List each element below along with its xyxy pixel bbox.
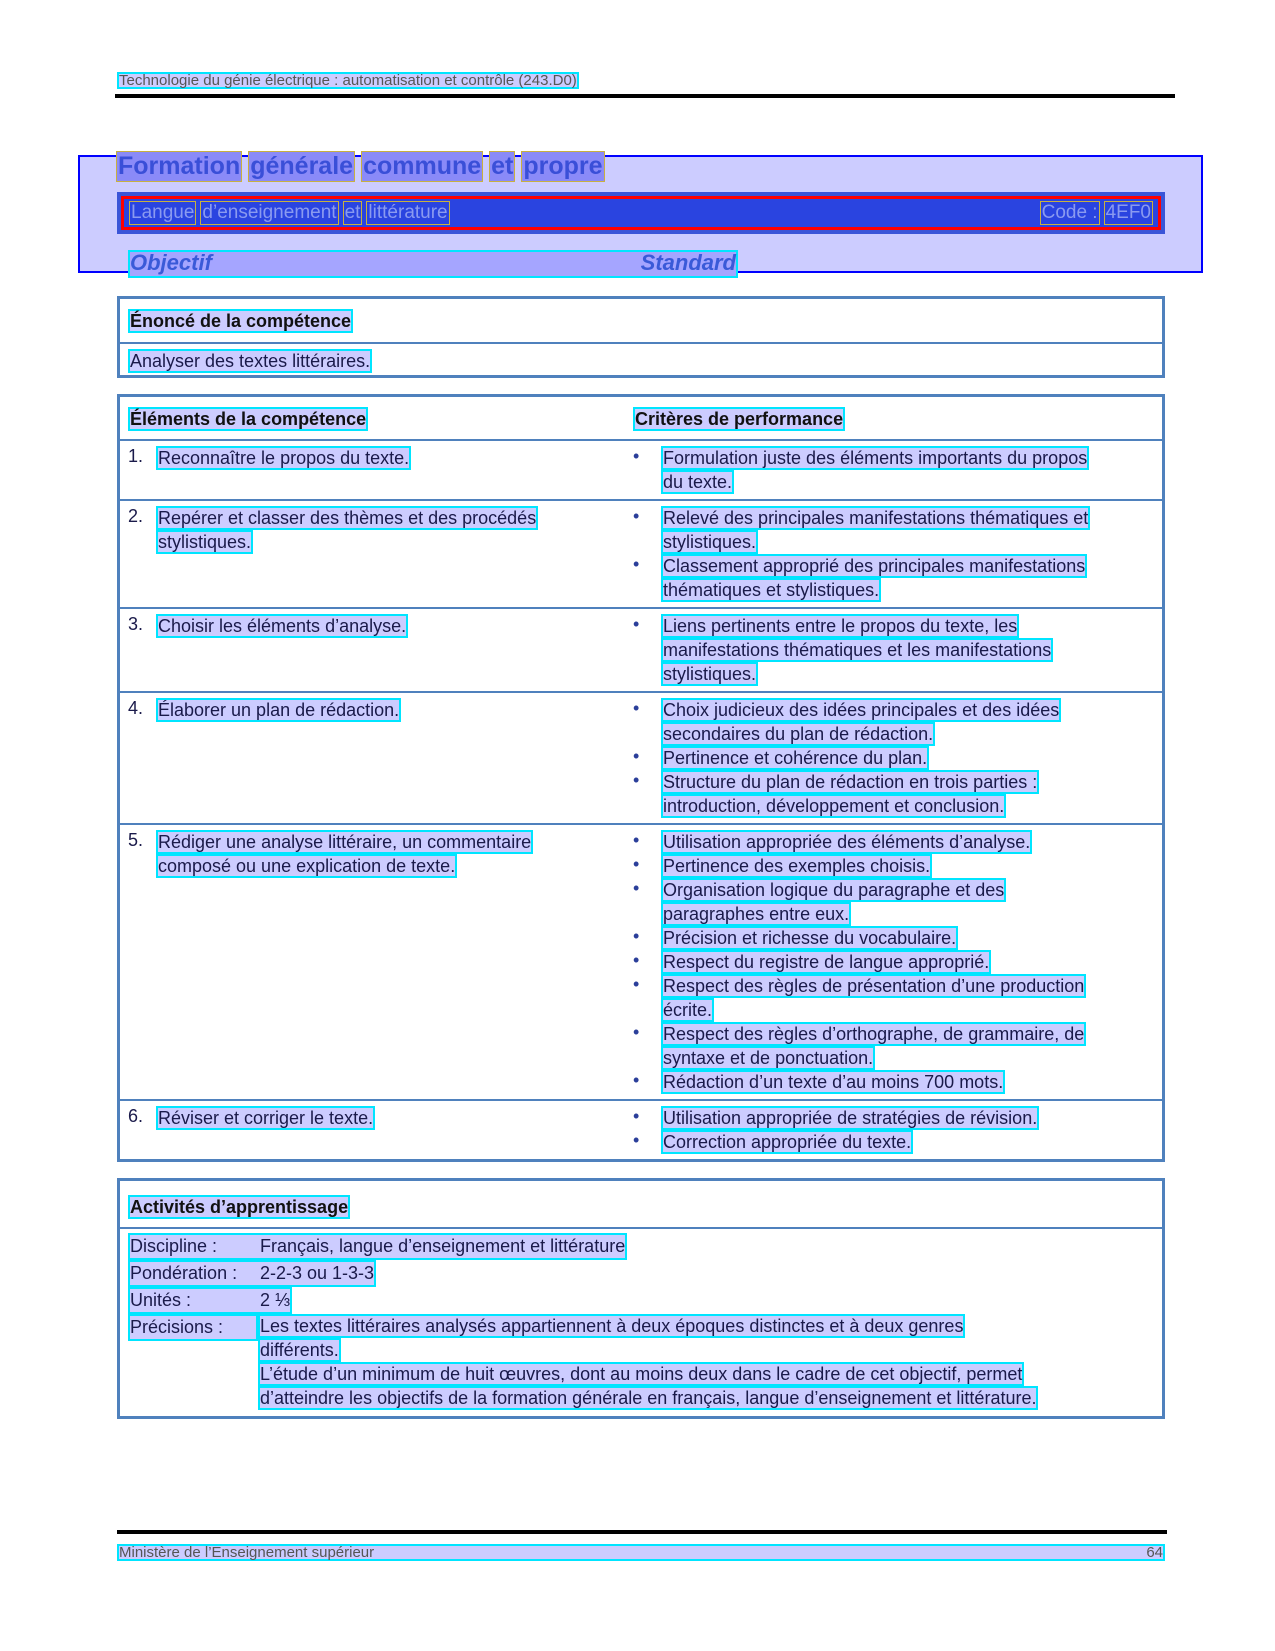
precisions-label: Précisions :: [128, 1314, 258, 1341]
elements-heading: Éléments de la compétence: [130, 409, 367, 429]
element-number: 1.: [128, 446, 144, 466]
subject-word: et: [344, 202, 361, 223]
subject-word: littérature: [368, 202, 448, 223]
enonce-box: [117, 296, 1165, 378]
criterion-text: Correction appropriée du texte.: [663, 1132, 912, 1152]
discipline-value: Français, langue d’enseignement et littérature: [260, 1236, 626, 1256]
title-word: générale: [250, 152, 354, 180]
bullet-icon: •: [633, 1106, 640, 1126]
element-text: Élaborer un plan de rédaction.: [158, 700, 400, 720]
criterion: [633, 830, 1154, 854]
activites-box: [117, 1178, 1165, 1419]
criterion-text: thématiques et stylistiques.: [663, 580, 880, 600]
footer-ministry: Ministère de l’Enseignement supérieur: [119, 1544, 375, 1561]
criterion-text: Formulation juste des éléments importants du propos: [663, 448, 1088, 468]
objective-header: [128, 250, 738, 278]
footer: [117, 1544, 1165, 1561]
criterion-text: introduction, développement et conclusion.: [663, 796, 1005, 816]
criterion-text: manifestations thématiques et les manifestations: [663, 640, 1052, 660]
subject-word: d’enseignement: [202, 202, 337, 223]
criterion: [633, 926, 1154, 950]
elements-table: [117, 394, 1165, 1162]
element-text: Reconnaître le propos du texte.: [158, 448, 410, 468]
content-flow: [117, 394, 1165, 1419]
competence-row: [120, 1099, 1162, 1159]
precisions-line: Les textes littéraires analysés appartiennent à deux époques distinctes et à deux genres: [260, 1316, 964, 1336]
element-number: 6.: [128, 1106, 144, 1126]
subject-word: Langue: [131, 202, 195, 223]
criterion: [633, 746, 1154, 770]
page-number: 64: [1146, 1544, 1163, 1561]
bullet-icon: •: [633, 698, 640, 718]
competence-row: [120, 439, 1162, 499]
element-number: 5.: [128, 830, 144, 850]
section-title: [117, 152, 604, 181]
element-text: Réviser et corriger le texte.: [158, 1108, 374, 1128]
criterion: [633, 878, 1154, 926]
standard-label: Standard: [640, 250, 736, 275]
criterion: [633, 770, 1154, 818]
competence-row: [120, 499, 1162, 607]
criterion-text: stylistiques.: [663, 664, 757, 684]
element-text: Repérer et classer des thèmes et des procédés: [158, 508, 537, 528]
bullet-icon: •: [633, 1070, 640, 1090]
criterion-text: Utilisation appropriée de stratégies de révision.: [663, 1108, 1038, 1128]
element-text: Choisir les éléments d’analyse.: [158, 616, 407, 636]
criterion-text: Organisation logique du paragraphe et des: [663, 880, 1005, 900]
criterion: [633, 554, 1154, 602]
criterion: [633, 614, 1154, 686]
bullet-icon: •: [633, 1022, 640, 1042]
criterion-text: Respect du registre de langue approprié.: [663, 952, 990, 972]
unites-value: 2 ⅓: [260, 1290, 291, 1310]
criterion-text: stylistiques.: [663, 532, 757, 552]
title-word: Formation: [118, 152, 241, 180]
criterion-text: Relevé des principales manifestations thématiques et: [663, 508, 1089, 528]
bullet-icon: •: [633, 854, 640, 874]
criterion-text: Précision et richesse du vocabulaire.: [663, 928, 957, 948]
criterion-text: Liens pertinents entre le propos du texte, les: [663, 616, 1018, 636]
criterion-text: du texte.: [663, 472, 733, 492]
bullet-icon: •: [633, 770, 640, 790]
precisions-line: L’étude d’un minimum de huit œuvres, dont au moins deux dans le cadre de cet objectif, permet: [260, 1364, 1023, 1384]
ponderation-value: 2-2-3 ou 1-3-3: [260, 1263, 375, 1283]
title-word: propre: [523, 152, 603, 180]
bullet-icon: •: [633, 950, 640, 970]
enonce-heading: Énoncé de la compétence: [130, 311, 352, 331]
criteria-heading: Critères de performance: [635, 409, 844, 429]
criterion-text: Choix judicieux des idées principales et des idées: [663, 700, 1060, 720]
criterion: [633, 854, 1154, 878]
ponderation-label: Pondération :: [130, 1263, 238, 1283]
criterion-text: syntaxe et de ponctuation.: [663, 1048, 874, 1068]
criterion: [633, 974, 1154, 1022]
element-number: 3.: [128, 614, 144, 634]
element-number: 4.: [128, 698, 144, 718]
criterion: [633, 1070, 1154, 1094]
element-text: composé ou une explication de texte.: [158, 856, 456, 876]
title-word: commune: [363, 152, 482, 180]
discipline-label: Discipline :: [130, 1236, 218, 1256]
running-header: Technologie du génie électrique : automatisation et contrôle (243.D0): [119, 72, 577, 89]
criterion-text: écrite.: [663, 1000, 713, 1020]
bullet-icon: •: [633, 554, 640, 574]
criterion: [633, 698, 1154, 746]
course-code: 4EF0: [1105, 202, 1151, 223]
criterion-text: Utilisation appropriée des éléments d’analyse.: [663, 832, 1031, 852]
criterion: [633, 1106, 1154, 1130]
objectif-label: Objectif: [130, 250, 212, 275]
header-rule: [115, 94, 1175, 98]
bullet-icon: •: [633, 926, 640, 946]
criterion-text: Pertinence des exemples choisis.: [663, 856, 931, 876]
competence-row: [120, 607, 1162, 691]
precisions-line: différents.: [260, 1340, 339, 1360]
competence-row: [120, 691, 1162, 823]
criterion: [633, 950, 1154, 974]
bullet-icon: •: [633, 1130, 640, 1150]
bullet-icon: •: [633, 830, 640, 850]
criterion-text: secondaires du plan de rédaction.: [663, 724, 934, 744]
criterion: [633, 446, 1154, 494]
element-text: stylistiques.: [158, 532, 252, 552]
unites-label: Unités :: [130, 1290, 192, 1310]
bullet-icon: •: [633, 878, 640, 898]
bullet-icon: •: [633, 506, 640, 526]
footer-rule: [117, 1530, 1167, 1534]
enonce-text: Analyser des textes littéraires.: [130, 351, 371, 371]
criterion-text: paragraphes entre eux.: [663, 904, 850, 924]
criterion-text: Respect des règles d’orthographe, de grammaire, de: [663, 1024, 1085, 1044]
competence-row: [120, 823, 1162, 1099]
criterion-text: Classement approprié des principales manifestations: [663, 556, 1086, 576]
criterion: [633, 1022, 1154, 1070]
criterion-text: Respect des règles de présentation d’une production: [663, 976, 1085, 996]
subject-bar: [117, 192, 1165, 234]
title-word: et: [491, 152, 514, 180]
precisions-line: d’atteindre les objectifs de la formation générale en français, langue d’enseignement et littérature.: [260, 1388, 1037, 1408]
bullet-icon: •: [633, 974, 640, 994]
criterion: [633, 506, 1154, 554]
criterion: [633, 1130, 1154, 1154]
criterion-text: Rédaction d’un texte d’au moins 700 mots.: [663, 1072, 1004, 1092]
element-text: Rédiger une analyse littéraire, un commentaire: [158, 832, 532, 852]
criterion-text: Structure du plan de rédaction en trois parties :: [663, 772, 1038, 792]
activites-heading: Activités d’apprentissage: [130, 1197, 349, 1217]
criterion-text: Pertinence et cohérence du plan.: [663, 748, 928, 768]
bullet-icon: •: [633, 446, 640, 466]
element-number: 2.: [128, 506, 144, 526]
code-label: Code :: [1041, 202, 1098, 223]
bullet-icon: •: [633, 614, 640, 634]
bullet-icon: •: [633, 746, 640, 766]
